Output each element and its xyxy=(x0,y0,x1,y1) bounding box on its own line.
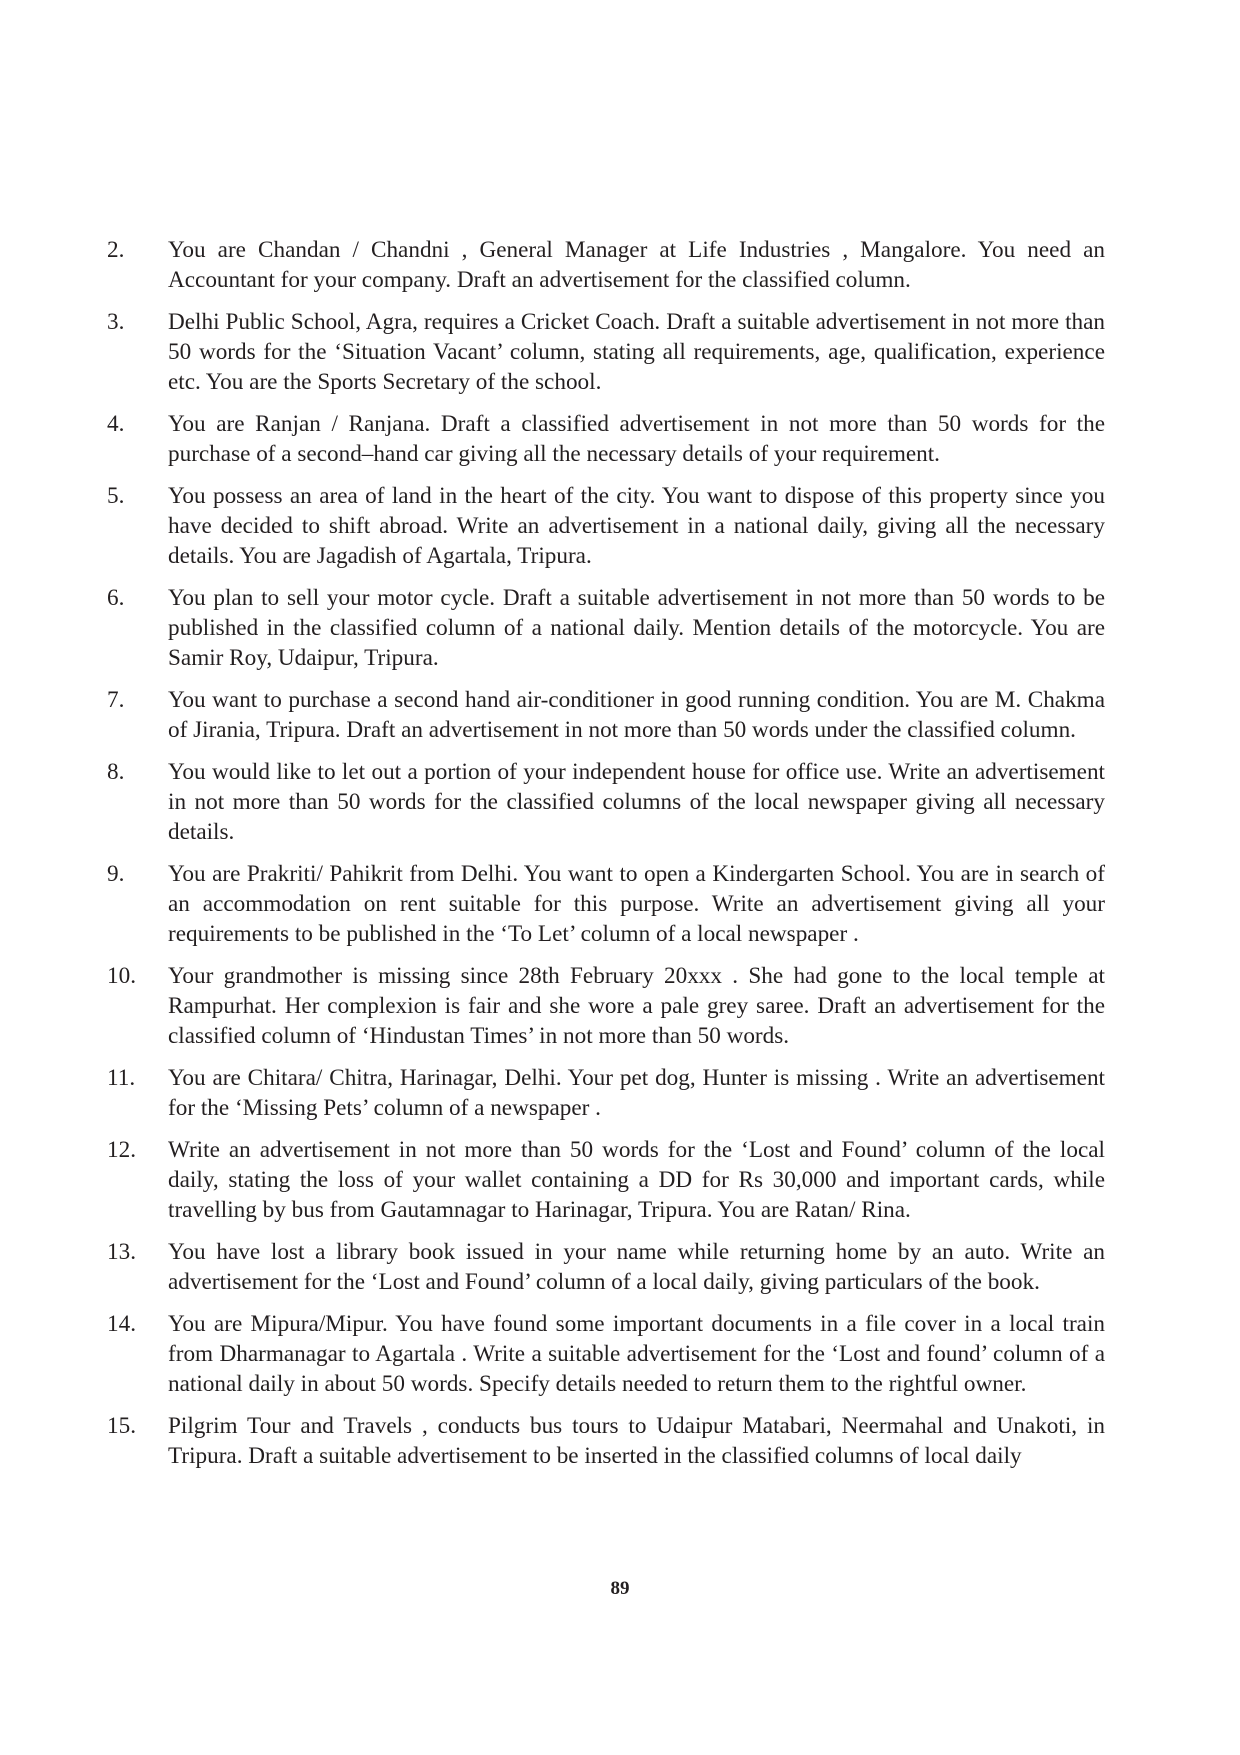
question-number: 4. xyxy=(107,411,125,437)
question-text: You want to purchase a second hand air-conditioner in good running condition. You are M. Chakma of Jirania, Tripura. Draft an advertisement in not more than 50 words under the classified column. xyxy=(168,687,1105,743)
question-item xyxy=(107,859,1105,949)
question-number: 11. xyxy=(107,1065,136,1091)
question-item xyxy=(107,307,1105,397)
question-number: 13. xyxy=(107,1239,136,1265)
question-number: 6. xyxy=(107,585,125,611)
question-text: You are Mipura/Mipur. You have found some important documents in a file cover in a local train from Dharmanagar to Agartala . Write a suitable advertisement for the ‘Lost and found’ column of a national daily in about 50 words. Specify details needed to return them to the rightful owner. xyxy=(168,1311,1105,1397)
question-text: Pilgrim Tour and Travels , conducts bus tours to Udaipur Matabari, Neermahal and Unakoti, in Tripura. Draft a suitable advertisement to be inserted in the classified columns of local daily xyxy=(168,1413,1105,1469)
question-text: You plan to sell your motor cycle. Draft a suitable advertisement in not more than 50 words to be published in the classified column of a national daily. Mention details of the motorcycle. You are Samir Roy, Udaipur, Tripura. xyxy=(168,585,1105,671)
question-number: 2. xyxy=(107,237,125,263)
question-number: 12. xyxy=(107,1137,136,1163)
question-item xyxy=(107,583,1105,673)
question-number: 10. xyxy=(107,963,136,989)
question-number: 9. xyxy=(107,861,125,887)
question-item xyxy=(107,685,1105,745)
question-item xyxy=(107,481,1105,571)
question-number: 7. xyxy=(107,687,125,713)
question-text: Delhi Public School, Agra, requires a Cricket Coach. Draft a suitable advertisement in not more than 50 words for the ‘Situation Vacant’ column, stating all requirements, age, qualification, experience etc. You are the Sports Secretary of the school. xyxy=(168,309,1105,395)
question-number: 5. xyxy=(107,483,125,509)
question-item xyxy=(107,1237,1105,1297)
question-item xyxy=(107,1411,1105,1471)
question-text: You are Prakriti/ Pahikrit from Delhi. You want to open a Kindergarten School. You are in search of an accommodation on rent suitable for this purpose. Write an advertisement giving all your requirements to be published in the ‘To Let’ column of a local newspaper . xyxy=(168,861,1105,947)
page-number: 89 xyxy=(610,1578,630,1599)
question-number: 14. xyxy=(107,1311,136,1337)
question-item xyxy=(107,757,1105,847)
question-item xyxy=(107,961,1105,1051)
question-text: You are Ranjan / Ranjana. Draft a classified advertisement in not more than 50 words for the purchase of a second–hand car giving all the necessary details of your requirement. xyxy=(168,411,1105,467)
question-text: You are Chitara/ Chitra, Harinagar, Delhi. Your pet dog, Hunter is missing . Write an advertisement for the ‘Missing Pets’ column of a newspaper . xyxy=(168,1065,1105,1121)
question-text: You would like to let out a portion of your independent house for office use. Write an advertisement in not more than 50 words for the classified columns of the local newspaper giving all necessary details. xyxy=(168,759,1105,845)
question-item xyxy=(107,1135,1105,1225)
question-text: Write an advertisement in not more than 50 words for the ‘Lost and Found’ column of the local daily, stating the loss of your wallet containing a DD for Rs 30,000 and important cards, while travelling by bus from Gautamnagar to Harinagar, Tripura. You are Ratan/ Rina. xyxy=(168,1137,1105,1223)
question-text: You possess an area of land in the heart of the city. You want to dispose of this property since you have decided to shift abroad. Write an advertisement in a national daily, giving all the necessary details. You are Jagadish of Agartala, Tripura. xyxy=(168,483,1105,569)
question-text: You are Chandan / Chandni , General Manager at Life Industries , Mangalore. You need an Accountant for your company. Draft an advertisement for the classified column. xyxy=(168,237,1105,293)
question-item xyxy=(107,409,1105,469)
question-text: Your grandmother is missing since 28th February 20xxx . She had gone to the local temple at Rampurhat. Her complexion is fair and she wore a pale grey saree. Draft an advertisement for the classified column of ‘Hindustan Times’ in not more than 50 words. xyxy=(168,963,1105,1049)
question-number: 15. xyxy=(107,1413,136,1439)
question-list xyxy=(107,235,1105,1483)
question-item xyxy=(107,1309,1105,1399)
question-number: 3. xyxy=(107,309,125,335)
question-item xyxy=(107,235,1105,295)
question-text: You have lost a library book issued in your name while returning home by an auto. Write an advertisement for the ‘Lost and Found’ column of a local daily, giving particulars of the book. xyxy=(168,1239,1105,1295)
question-number: 8. xyxy=(107,759,125,785)
question-item xyxy=(107,1063,1105,1123)
